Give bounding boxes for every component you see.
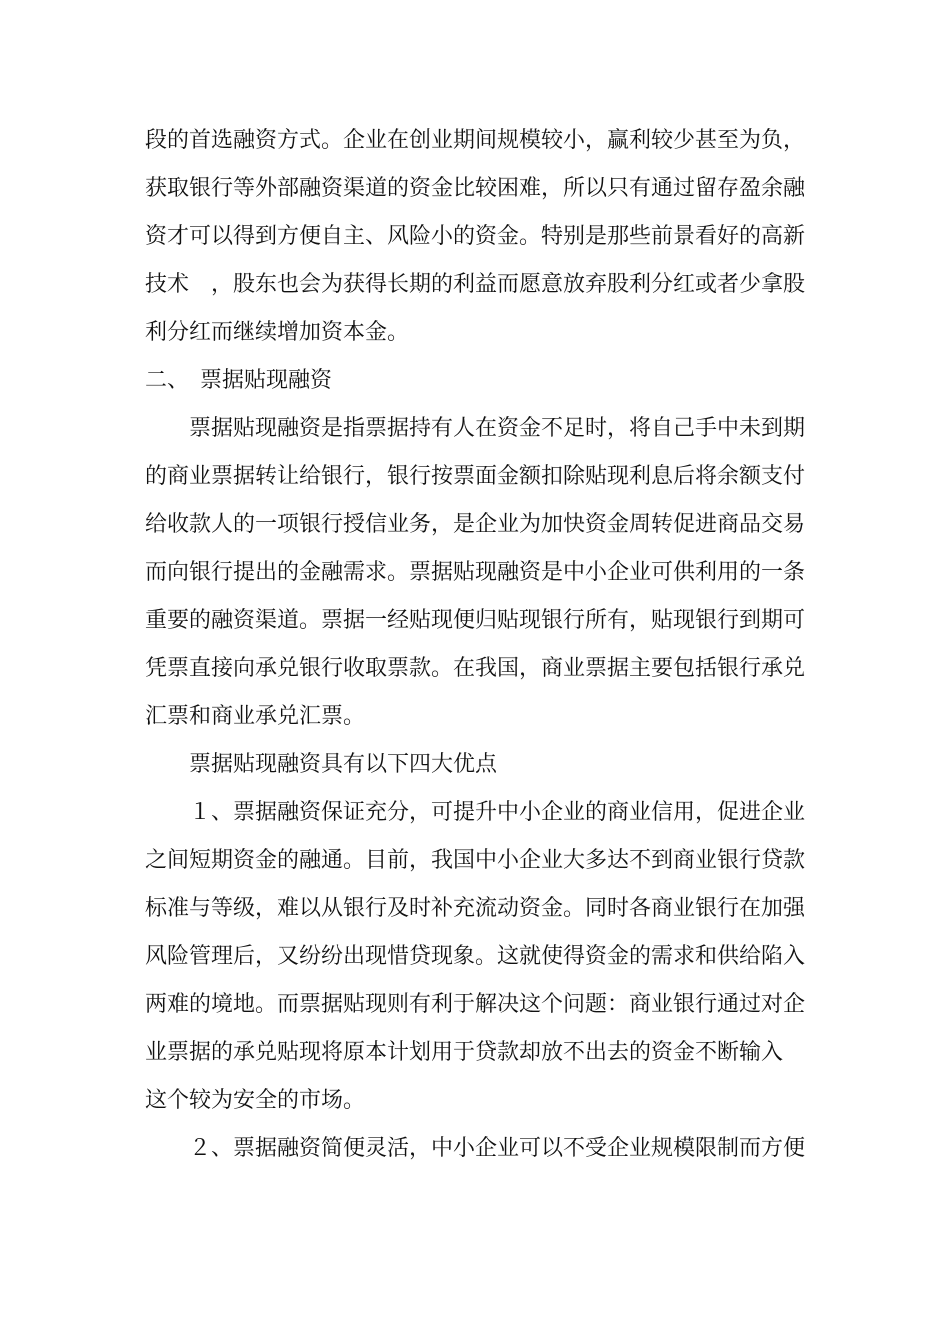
text-line-18: 风险管理后，又纷纷出现惜贷现象。这就使得资金的需求和供给陷入 <box>145 944 806 969</box>
text-line-5: 利分红而继续增加资本金。 <box>145 320 410 345</box>
text-line-1: 段的首选融资方式。企业在创业期间规模较小，赢利较少甚至为负， <box>145 128 806 153</box>
text-line-3: 资才可以得到方便自主、风险小的资金。特别是那些前景看好的高新 <box>145 224 806 249</box>
text-line-8: 的商业票据转让给银行，银行按票面金额扣除贴现利息后将余额支付 <box>145 464 806 489</box>
text-line-13: 汇票和商业承兑汇票。 <box>145 704 366 729</box>
text-line-19: 两难的境地。而票据贴现则有利于解决这个问题：商业银行通过对企 <box>145 992 806 1017</box>
text-line-16: 之间短期资金的融通。目前，我国中小企业大多达不到商业银行贷款 <box>145 848 806 873</box>
text-line-7: 票据贴现融资是指票据持有人在资金不足时，将自己手中未到期 <box>189 416 806 441</box>
text-line-15: １、票据融资保证充分，可提升中小企业的商业信用，促进企业 <box>189 800 806 825</box>
text-line-14: 票据贴现融资具有以下四大优点 <box>189 752 498 777</box>
section-heading: 二、 票据贴现融资 <box>145 368 333 393</box>
text-line-21: 这个较为安全的市场。 <box>145 1088 366 1113</box>
text-line-9: 给收款人的一项银行授信业务，是企业为加快资金周转促进商品交易 <box>145 512 806 537</box>
text-line-17: 标准与等级，难以从银行及时补充流动资金。同时各商业银行在加强 <box>145 896 806 921</box>
text-line-12: 凭票直接向承兑银行收取票款。在我国，商业票据主要包括银行承兑 <box>145 656 806 681</box>
text-line-2: 获取银行等外部融资渠道的资金比较困难，所以只有通过留存盈余融 <box>145 176 806 201</box>
text-line-4: 技术 ，股东也会为获得长期的利益而愿意放弃股利分红或者少拿股 <box>145 272 806 297</box>
text-line-11: 重要的融资渠道。票据一经贴现便归贴现银行所有，贴现银行到期可 <box>145 608 806 633</box>
text-line-22: ２、票据融资简便灵活，中小企业可以不受企业规模限制而方便 <box>189 1136 806 1161</box>
text-line-20: 业票据的承兑贴现将原本计划用于贷款却放不出去的资金不断输入 <box>145 1040 784 1065</box>
text-line-10: 而向银行提出的金融需求。票据贴现融资是中小企业可供利用的一条 <box>145 560 806 585</box>
